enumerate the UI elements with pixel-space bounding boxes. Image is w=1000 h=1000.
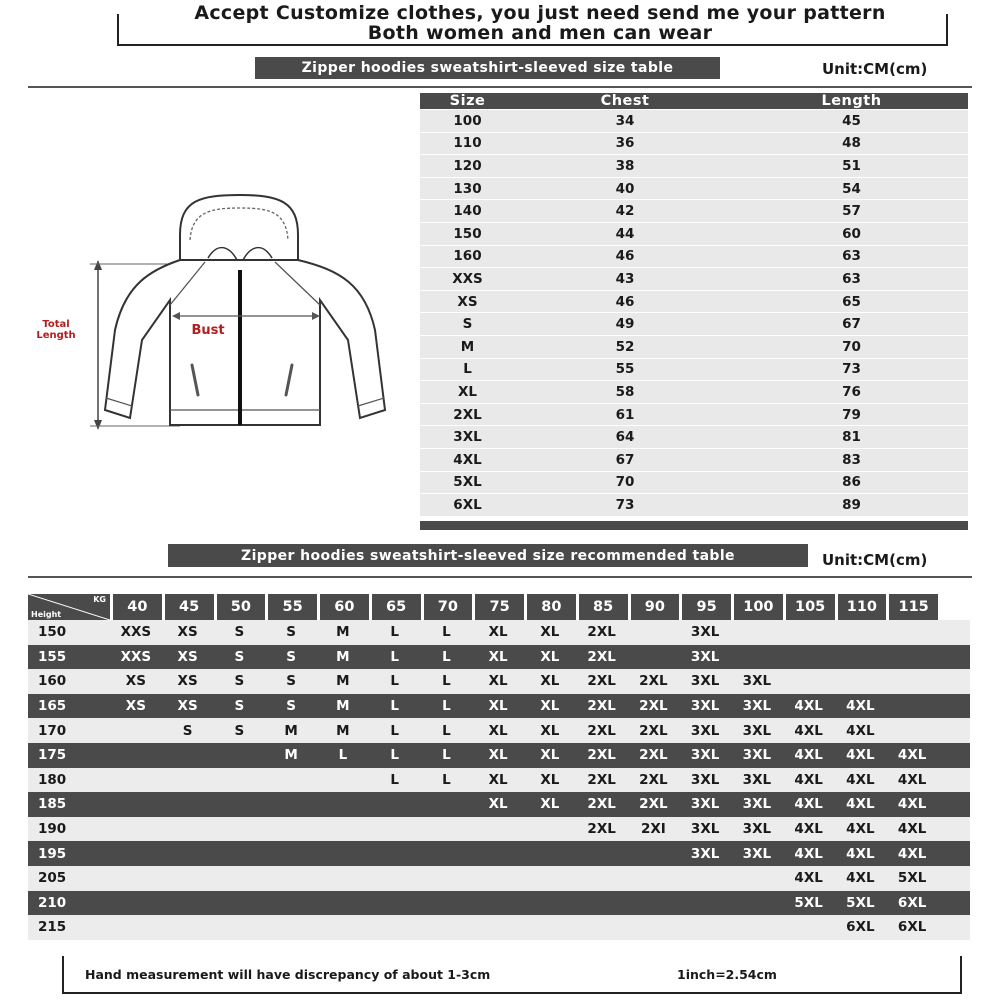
length-cell: 67: [842, 316, 861, 333]
recommend-table-unit: Unit:CM(cm): [822, 551, 928, 569]
size-table-row: [420, 313, 968, 336]
chest-cell: 34: [615, 112, 635, 129]
recommended-size-cell: 4XL: [794, 870, 823, 887]
recommended-size-cell: L: [442, 624, 451, 641]
size-table-row: [420, 155, 968, 178]
recommended-size-cell: M: [336, 698, 350, 715]
chest-cell: 67: [615, 451, 635, 468]
recommend-table-row: [28, 718, 970, 743]
recommended-size-cell: 3XL: [690, 747, 720, 764]
weight-header-cell: 95: [679, 594, 731, 620]
col-header-chest: Chest: [600, 93, 650, 109]
size-cell: 5XL: [453, 474, 482, 491]
recommended-size-cell: 2XL: [587, 698, 616, 715]
length-cell: 54: [842, 180, 861, 197]
length-arrow-bottom: [94, 420, 102, 430]
weight-header-cell: 110: [835, 594, 887, 620]
recommended-size-cell: XL: [488, 771, 508, 788]
size-cell: 160: [453, 248, 482, 265]
length-cell: 81: [842, 429, 861, 446]
divider-line: [28, 86, 972, 88]
weight-header-cell: 50: [214, 594, 266, 620]
size-table-row: [420, 494, 968, 517]
recommended-size-cell: 4XL: [846, 845, 875, 862]
chest-cell: 55: [615, 361, 635, 378]
recommended-size-cell: 4XL: [794, 747, 823, 764]
recommend-table-row: [28, 694, 970, 719]
recommended-size-cell: L: [390, 698, 399, 715]
length-arrow-top: [94, 260, 102, 270]
recommended-size-cell: M: [284, 747, 298, 764]
recommend-table-row: [28, 817, 970, 842]
table-corner-cell: [28, 594, 110, 620]
size-table-row: [420, 200, 968, 223]
recommended-size-cell: 5XL: [846, 894, 875, 911]
weight-header-cell: 85: [576, 594, 628, 620]
recommended-size-cell: 2XL: [587, 624, 616, 641]
recommend-table-row: [28, 866, 970, 891]
length-cell: 83: [842, 451, 861, 468]
height-cell: 155: [38, 648, 67, 665]
recommended-size-cell: 4XL: [897, 845, 927, 862]
size-cell: 110: [453, 135, 482, 152]
length-cell: 73: [842, 361, 861, 378]
recommended-size-cell: 2XL: [639, 698, 668, 715]
size-cell: 120: [453, 157, 482, 174]
length-cell: 76: [842, 383, 861, 400]
size-cell: 2XL: [453, 406, 482, 423]
recommended-size-cell: M: [336, 624, 350, 641]
recommended-size-cell: 3XL: [742, 747, 772, 764]
header-line-1: Accept Customize clothes, you just need send me your pattern: [194, 2, 886, 24]
length-cell: 57: [842, 203, 861, 220]
recommended-size-cell: 3XL: [742, 845, 772, 862]
col-header-length: Length: [821, 93, 882, 109]
height-cell: 195: [38, 845, 67, 862]
recommended-size-cell: M: [336, 648, 350, 665]
recommended-size-cell: 2XL: [639, 673, 668, 690]
size-table-footer-bar: [420, 521, 968, 530]
recommend-table-row: [28, 743, 970, 768]
recommended-size-cell: 3XL: [690, 821, 720, 838]
size-cell: 3XL: [453, 429, 482, 446]
size-cell: 150: [453, 225, 482, 242]
size-table-row: [420, 426, 968, 449]
height-cell: 205: [38, 870, 67, 887]
recommended-size-cell: XL: [540, 624, 560, 641]
size-table: [420, 93, 968, 530]
length-cell: 70: [842, 338, 861, 355]
recommended-size-cell: L: [442, 648, 451, 665]
length-cell: 86: [842, 474, 861, 491]
total-length-label-2: Length: [36, 330, 76, 341]
recommended-size-cell: XL: [488, 673, 508, 690]
size-cell: M: [460, 338, 475, 355]
recommend-table-row: [28, 841, 970, 866]
hoodie-diagram: [30, 180, 410, 440]
recommended-size-cell: 4XL: [897, 771, 927, 788]
weight-header-cell: 105: [783, 594, 835, 620]
recommended-size-cell: M: [336, 673, 350, 690]
chest-cell: 38: [615, 157, 635, 174]
recommended-size-cell: L: [338, 747, 348, 764]
corner-height-label: Height: [31, 610, 62, 619]
chest-cell: 36: [615, 135, 635, 152]
size-cell: 130: [453, 180, 482, 197]
recommended-size-cell: 2XL: [639, 722, 668, 739]
recommended-size-cell: 3XL: [742, 673, 772, 690]
recommended-size-cell: 3XL: [690, 771, 720, 788]
recommended-size-cell: L: [390, 747, 399, 764]
recommended-size-cell: XL: [540, 673, 560, 690]
height-cell: 170: [38, 722, 67, 739]
chest-cell: 73: [615, 496, 635, 513]
recommended-size-cell: 3XL: [742, 821, 772, 838]
size-cell: 4XL: [453, 451, 482, 468]
recommended-size-cell: 3XL: [742, 771, 772, 788]
size-cell: XXS: [452, 270, 483, 287]
recommend-table-row: [28, 620, 970, 645]
recommended-size-cell: 4XL: [794, 845, 823, 862]
chest-cell: 52: [615, 338, 635, 355]
size-table-header: [420, 93, 968, 110]
recommended-size-cell: 2XL: [639, 796, 668, 813]
recommended-size-cell: L: [390, 722, 399, 739]
size-table-row: [420, 246, 968, 269]
weight-header-cell: 70: [421, 594, 473, 620]
recommended-size-cell: 2XL: [639, 747, 668, 764]
recommended-size-cell: 2XL: [639, 771, 668, 788]
size-table-row: [420, 223, 968, 246]
body-outline: [105, 260, 385, 425]
weight-header-cell: 75: [472, 594, 524, 620]
recommended-size-cell: 3XL: [690, 673, 720, 690]
length-cell: 63: [842, 248, 861, 265]
recommended-size-cell: XS: [125, 673, 146, 690]
size-table-row: [420, 268, 968, 291]
weight-header-cell: 40: [110, 594, 162, 620]
recommended-size-cell: 3XL: [742, 722, 772, 739]
bust-label: Bust: [191, 323, 225, 338]
recommended-size-cell: 3XL: [690, 648, 720, 665]
recommended-size-cell: XL: [540, 722, 560, 739]
total-length-label-1: Total: [42, 319, 70, 330]
recommended-size-cell: 4XL: [897, 796, 927, 813]
size-cell: L: [463, 361, 472, 378]
height-cell: 165: [38, 698, 67, 715]
recommended-size-cell: 6XL: [897, 919, 927, 936]
height-cell: 210: [38, 894, 67, 911]
length-cell: 48: [842, 135, 861, 152]
recommended-size-cell: 3XL: [742, 698, 772, 715]
recommended-size-cell: S: [286, 673, 296, 690]
size-cell: 100: [453, 112, 482, 129]
recommended-size-cell: 4XL: [897, 747, 927, 764]
recommended-size-cell: 6XL: [846, 919, 875, 936]
recommended-size-cell: XL: [540, 648, 560, 665]
chest-cell: 58: [615, 383, 635, 400]
recommended-size-cell: 3XL: [690, 624, 720, 641]
recommended-size-cell: 4XL: [794, 771, 823, 788]
header-line-2: Both women and men can wear: [367, 22, 713, 44]
recommended-size-cell: 4XL: [846, 747, 875, 764]
chest-cell: 42: [615, 203, 635, 220]
recommended-size-cell: 2XL: [587, 747, 616, 764]
recommended-size-cell: L: [442, 747, 451, 764]
size-table-row: [420, 291, 968, 314]
recommended-size-cell: XXS: [120, 648, 152, 665]
length-cell: 89: [842, 496, 861, 513]
length-cell: 79: [842, 406, 861, 423]
length-cell: 63: [842, 270, 861, 287]
recommended-size-cell: XS: [177, 673, 198, 690]
length-cell: 51: [842, 157, 861, 174]
recommended-size-cell: XL: [488, 722, 508, 739]
size-cell: XL: [457, 383, 477, 400]
size-table-row: [420, 472, 968, 495]
recommended-size-cell: L: [442, 673, 451, 690]
recommended-size-cell: S: [182, 722, 193, 739]
weight-header-cell: 100: [731, 594, 783, 620]
size-table-row: [420, 133, 968, 156]
recommended-size-cell: 2XL: [587, 722, 616, 739]
recommend-table-row: [28, 792, 970, 817]
recommended-size-cell: 4XL: [846, 796, 875, 813]
recommended-size-cell: 3XL: [690, 698, 720, 715]
recommended-size-cell: L: [390, 648, 399, 665]
size-table-body: [420, 110, 968, 517]
recommended-size-cell: 2XL: [587, 796, 616, 813]
size-table-row: [420, 336, 968, 359]
weight-header-cell: 90: [628, 594, 680, 620]
recommended-size-cell: 4XL: [846, 722, 875, 739]
height-cell: 185: [38, 796, 67, 813]
chest-cell: 44: [615, 225, 635, 242]
recommended-size-cell: 4XL: [846, 771, 875, 788]
recommended-size-cell: XL: [488, 698, 508, 715]
size-table-row: [420, 449, 968, 472]
recommended-size-cell: L: [442, 722, 451, 739]
recommended-size-cell: S: [234, 648, 245, 665]
height-cell: 175: [38, 747, 67, 764]
chest-cell: 61: [615, 406, 635, 423]
recommended-size-cell: 4XL: [794, 821, 823, 838]
size-table-row: [420, 178, 968, 201]
height-cell: 150: [38, 624, 67, 641]
recommend-table-row: [28, 915, 970, 940]
length-cell: 65: [842, 293, 861, 310]
recommended-size-cell: 4XL: [794, 722, 823, 739]
recommended-size-cell: L: [390, 771, 399, 788]
recommended-size-cell: 4XL: [794, 796, 823, 813]
recommended-size-cell: 6XL: [897, 894, 927, 911]
footer-conversion: 1inch=2.54cm: [677, 967, 777, 982]
recommend-table-row: [28, 645, 970, 670]
height-cell: 180: [38, 771, 67, 788]
recommended-size-cell: 5XL: [794, 894, 823, 911]
recommended-size-cell: 4XL: [846, 870, 875, 887]
weight-header-cell: 45: [162, 594, 214, 620]
recommended-size-cell: 2XL: [587, 771, 616, 788]
corner-kg-label: KG: [93, 595, 106, 604]
chest-cell: 43: [615, 270, 635, 287]
recommended-size-cell: S: [286, 624, 296, 641]
chest-cell: 46: [615, 293, 635, 310]
weight-header-cell: 65: [369, 594, 421, 620]
size-cell: XS: [457, 293, 478, 310]
height-cell: 190: [38, 821, 67, 838]
weight-header-cell: 55: [265, 594, 317, 620]
recommended-size-cell: 4XL: [794, 698, 823, 715]
recommended-size-cell: XS: [177, 698, 198, 715]
size-table-unit: Unit:CM(cm): [822, 60, 928, 78]
recommended-size-cell: XS: [125, 698, 146, 715]
size-table-row: [420, 359, 968, 382]
size-table-row: [420, 404, 968, 427]
footer-note: Hand measurement will have discrepancy of about 1-3cm: [85, 967, 491, 982]
recommended-size-cell: 2XL: [587, 821, 616, 838]
recommended-size-cell: XL: [488, 648, 508, 665]
recommended-size-cell: 2XI: [640, 821, 666, 838]
recommended-size-cell: XL: [540, 698, 560, 715]
recommended-size-cell: 2XL: [587, 673, 616, 690]
recommended-size-cell: S: [234, 624, 245, 641]
recommended-size-cell: L: [442, 698, 451, 715]
recommended-size-cell: 4XL: [897, 821, 927, 838]
recommended-size-cell: XL: [488, 796, 508, 813]
recommended-size-cell: S: [286, 648, 296, 665]
weight-header-cell: 115: [886, 594, 938, 620]
weight-header-cell: 80: [524, 594, 576, 620]
recommend-table-row: [28, 669, 970, 694]
recommended-size-cell: 3XL: [690, 722, 720, 739]
recommended-size-cell: XL: [540, 771, 560, 788]
recommend-table-banner: Zipper hoodies sweatshirt-sleeved size recommended table: [168, 544, 808, 567]
size-cell: S: [462, 316, 473, 333]
recommended-size-cell: XXS: [120, 624, 152, 641]
recommended-size-cell: XL: [488, 747, 508, 764]
recommended-size-cell: L: [390, 624, 399, 641]
recommended-size-cell: M: [336, 722, 350, 739]
size-table-banner: Zipper hoodies sweatshirt-sleeved size table: [255, 57, 720, 79]
recommend-table: [28, 594, 970, 940]
recommended-size-cell: XS: [177, 624, 198, 641]
chest-cell: 49: [615, 316, 635, 333]
recommended-size-cell: S: [234, 722, 245, 739]
size-table-row: [420, 110, 968, 133]
size-cell: 140: [453, 203, 482, 220]
recommended-size-cell: XS: [177, 648, 198, 665]
chest-cell: 46: [615, 248, 635, 265]
recommended-size-cell: M: [284, 722, 298, 739]
height-cell: 160: [38, 673, 67, 690]
recommend-table-body: [28, 620, 970, 940]
recommended-size-cell: 3XL: [690, 845, 720, 862]
recommended-size-cell: XL: [488, 624, 508, 641]
recommended-size-cell: XL: [540, 796, 560, 813]
recommended-size-cell: 4XL: [846, 821, 875, 838]
size-table-row: [420, 381, 968, 404]
recommended-size-cell: 5XL: [897, 870, 927, 887]
recommended-size-cell: L: [442, 771, 451, 788]
hood-outline: [180, 195, 298, 265]
chest-cell: 40: [615, 180, 635, 197]
recommended-size-cell: S: [234, 698, 245, 715]
length-cell: 45: [842, 112, 861, 129]
weight-header-cell: 60: [317, 594, 369, 620]
length-cell: 60: [842, 225, 861, 242]
recommend-table-row: [28, 768, 970, 793]
recommend-table-header: [28, 594, 970, 620]
height-cell: 215: [38, 919, 67, 936]
chest-cell: 64: [615, 429, 635, 446]
chest-cell: 70: [615, 474, 635, 491]
recommended-size-cell: L: [390, 673, 399, 690]
recommend-table-row: [28, 891, 970, 916]
recommended-size-cell: 2XL: [587, 648, 616, 665]
recommended-size-cell: 3XL: [690, 796, 720, 813]
recommended-size-cell: 4XL: [846, 698, 875, 715]
recommended-size-cell: S: [234, 673, 245, 690]
divider-line: [28, 576, 972, 578]
recommended-size-cell: S: [286, 698, 296, 715]
recommended-size-cell: 3XL: [742, 796, 772, 813]
recommended-size-cell: XL: [540, 747, 560, 764]
size-cell: 6XL: [453, 496, 482, 513]
col-header-size: Size: [449, 93, 486, 109]
